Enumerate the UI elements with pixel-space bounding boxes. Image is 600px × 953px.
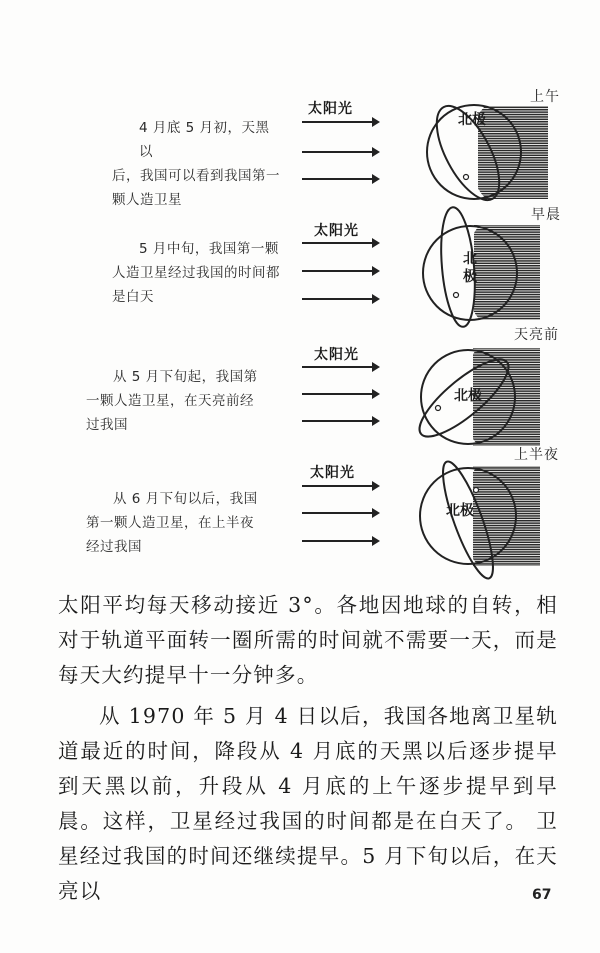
caption-line: 颗人造卫星: [112, 192, 182, 208]
caption-line: 过我国: [86, 417, 128, 433]
page-number: 67: [532, 887, 552, 903]
sunlight-arrow-icon: [302, 540, 378, 542]
sunlight-arrow-icon: [302, 393, 378, 395]
north-pole-label: 北极: [458, 112, 486, 128]
body-text: [58, 588, 558, 909]
caption-line: 后，我国可以看到我国第一: [112, 168, 280, 184]
caption: [86, 365, 286, 437]
sunlight-label: 太阳光: [310, 465, 355, 481]
sunlight-arrow-icon: [302, 151, 378, 153]
sunlight-arrow-icon: [302, 366, 378, 368]
sunlight-arrow-icon: [302, 420, 378, 422]
caption-line: 5 月中旬，我国第一颗: [139, 241, 279, 257]
sunlight-arrow-icon: [302, 121, 378, 123]
sunlight-label: 太阳光: [314, 223, 359, 239]
sunlight-label: 太阳光: [308, 101, 353, 117]
globe-diagram-icon: [418, 205, 548, 330]
caption-line: 第一颗人造卫星，在上半夜: [86, 515, 254, 531]
north-pole-label: 北极: [454, 388, 482, 404]
sunlight-label: 太阳光: [314, 347, 359, 363]
caption-line: 是白天: [112, 289, 154, 305]
sunlight-arrow-icon: [302, 298, 378, 300]
caption: [86, 487, 286, 559]
north-pole-label: 北极: [463, 251, 477, 285]
sunlight-arrow-icon: [302, 512, 378, 514]
globe-diagram-icon: [418, 448, 548, 583]
caption: [112, 116, 282, 212]
caption-line: 经过我国: [86, 539, 142, 555]
sunlight-arrow-icon: [302, 270, 378, 272]
caption-line: 4 月底 5 月初，天黑以: [139, 120, 270, 160]
north-pole-label: 北极: [446, 503, 474, 519]
time-label: 上午: [530, 89, 560, 105]
sunlight-arrow-icon: [302, 178, 378, 180]
caption-line: 从 6 月下旬以后，我国: [113, 491, 258, 507]
time-label: 早晨: [531, 207, 561, 223]
sunlight-arrow-icon: [302, 242, 378, 244]
time-label: 天亮前: [514, 327, 559, 343]
caption-line: 从 5 月下旬起，我国第: [113, 369, 258, 385]
caption-line: 人造卫星经过我国的时间都: [112, 265, 280, 281]
caption: [112, 237, 282, 309]
caption-line: 一颗人造卫星，在天亮前经: [86, 393, 254, 409]
paragraph: 从 1970 年 5 月 4 日以后，我国各地离卫星轨道最近的时间，降段从 4 月底的天黑以后逐步提早到天黑以前，升段从 4 月底的上午逐步提早到早晨。这样，卫星经过我国的时间都是在白天了。 卫星经过我国的时间还继续提早。5 月下旬以后，在天亮以: [58, 704, 558, 903]
sunlight-arrow-icon: [302, 485, 378, 487]
paragraph: 太阳平均每天移动接近 3°。各地因地球的自转，相对于轨道平面转一圈所需的时间就不需要一天，而是每天大约提早十一分钟多。: [58, 593, 558, 687]
time-label: 上半夜: [514, 447, 559, 463]
globe-diagram-icon: [418, 328, 548, 453]
